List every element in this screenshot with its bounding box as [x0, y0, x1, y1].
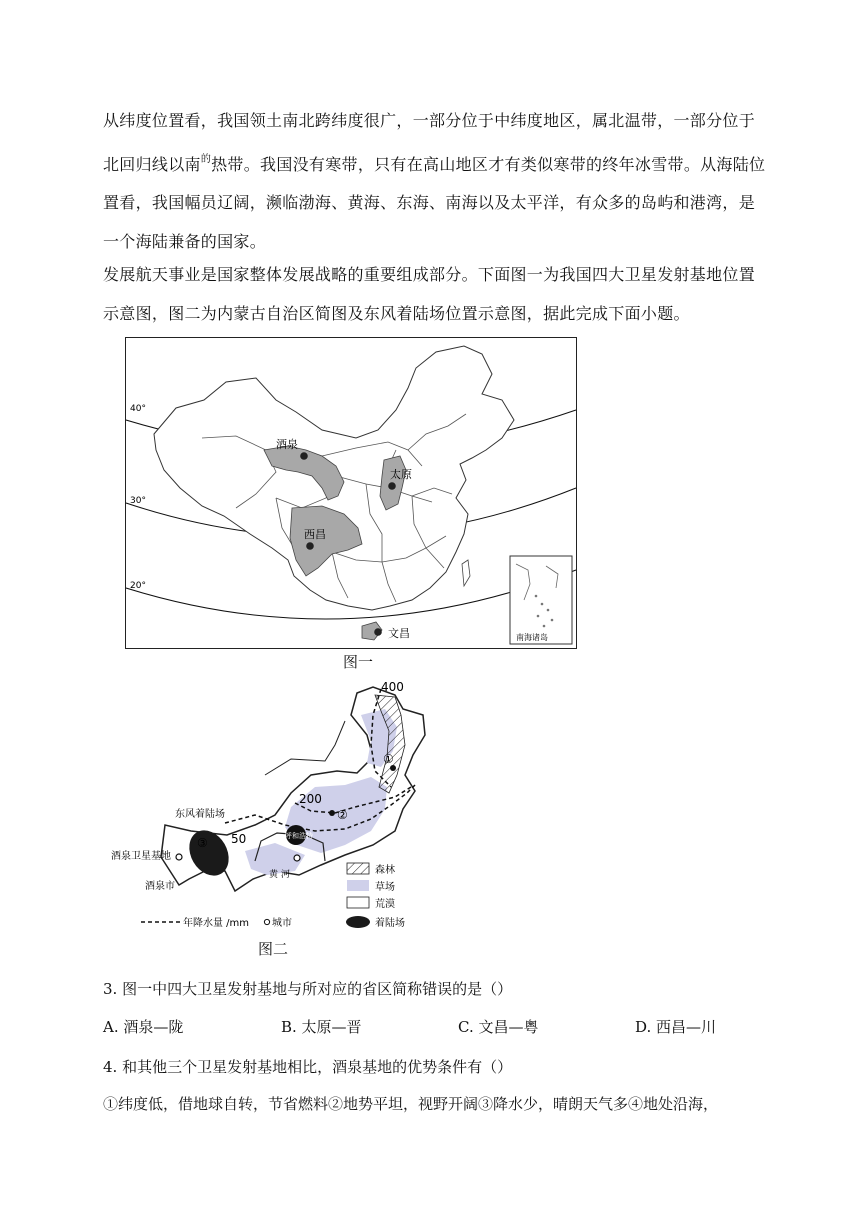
marker-2: ②	[337, 808, 348, 822]
isohyet-label-50: 50	[231, 832, 247, 846]
isohyet-label-200: 200	[299, 792, 322, 806]
option-d[interactable]: D. 西昌—川	[635, 1018, 717, 1036]
legend-city-swatch	[264, 919, 269, 924]
label-xichang: 西昌	[304, 528, 326, 541]
passage-space: 发展航天事业是国家整体发展战略的重要组成部分。下面图一为我国四大卫星发射基地位置示意图，图二为内蒙古自治区简图及东风着陆场位置示意图，据此完成下面小题。	[103, 265, 756, 323]
legend-city: 城市	[272, 918, 292, 929]
south-china-sea-inset	[510, 556, 572, 644]
inner-mongolia-svg	[111, 675, 455, 945]
jiuquan-city-dot	[176, 854, 182, 860]
legend-landing-swatch	[346, 916, 370, 928]
legend-grassland-swatch	[347, 880, 369, 891]
label-wenchang: 文昌	[388, 627, 410, 640]
marker-1: ①	[383, 752, 394, 766]
option-c[interactable]: C. 文昌—粤	[458, 1018, 539, 1036]
legend-desert: 荒漠	[375, 899, 395, 910]
figure1-caption: 图一	[343, 653, 374, 671]
passage-superscript: 的	[200, 153, 212, 165]
china-map-svg	[126, 338, 576, 648]
xichang-dot	[306, 542, 314, 550]
question-4-stem: 4. 和其他三个卫星发射基地相比，酒泉基地的优势条件有（）	[103, 1058, 513, 1076]
legend-isohyet: 年降水量 /mm	[183, 918, 250, 929]
isohyet-label-400: 400	[381, 680, 404, 694]
legend-forest: 森林	[375, 865, 395, 876]
passage-latitude-a: 从纬度位置看，我国领土南北跨纬度很广，一部分位于中纬度地区，属北温带，一部分位于北回归线以南	[103, 111, 756, 174]
label-dongfeng: 东风着陆场	[175, 809, 225, 820]
taiyuan-dot	[388, 482, 396, 490]
figure1-china-map	[125, 337, 577, 649]
label-jiuquan-base: 酒泉卫星基地	[111, 851, 171, 862]
option-b[interactable]: B. 太原—晋	[281, 1018, 362, 1036]
option-a[interactable]: A. 酒泉—陇	[103, 1018, 184, 1036]
figure2-caption: 图二	[258, 940, 289, 958]
lat-label-40: 40°	[130, 404, 146, 414]
label-hohhot: 呼和浩特	[285, 832, 313, 840]
lat-label-30: 30°	[130, 496, 146, 506]
passage-latitude	[103, 102, 768, 261]
legend-forest-swatch	[347, 863, 369, 874]
label-jiuquan: 酒泉	[276, 438, 298, 451]
legend-desert-swatch	[347, 897, 369, 908]
legend-landing: 着陆场	[375, 918, 405, 929]
label-jiuquan-city: 酒泉市	[145, 881, 175, 892]
lat-label-20: 20°	[130, 581, 146, 591]
question-4-choices-line: ①纬度低，借地球自转，节省燃料②地势平坦，视野开阔③降水少，晴朗天气多④地处沿海，	[103, 1095, 719, 1113]
marker-2-dot	[329, 810, 335, 816]
jiuquan-dot	[300, 452, 308, 460]
legend-grassland: 草场	[375, 882, 395, 893]
wenchang-dot	[374, 628, 382, 636]
city-dot-2	[294, 855, 300, 861]
label-inset: 南海诸岛	[516, 633, 548, 642]
marker-3: ③	[197, 836, 208, 850]
taiwan-island	[462, 560, 470, 586]
label-taiyuan: 太原	[390, 468, 412, 481]
label-yellow-river: 黄 河	[269, 870, 290, 880]
figure2-inner-mongolia-map	[111, 675, 455, 945]
question-3-stem: 3. 图一中四大卫星发射基地与所对应的省区简称错误的是（）	[103, 980, 513, 998]
passage-latitude-b: 热带。我国没有寒带，只有在高山地区才有类似寒带的终年冰雪带。从海陆位置看，我国幅员辽阔，濒临渤海、黄海、东海、南海以及太平洋，有众多的岛屿和港湾，是一个海陆兼备的国家。	[103, 154, 766, 251]
